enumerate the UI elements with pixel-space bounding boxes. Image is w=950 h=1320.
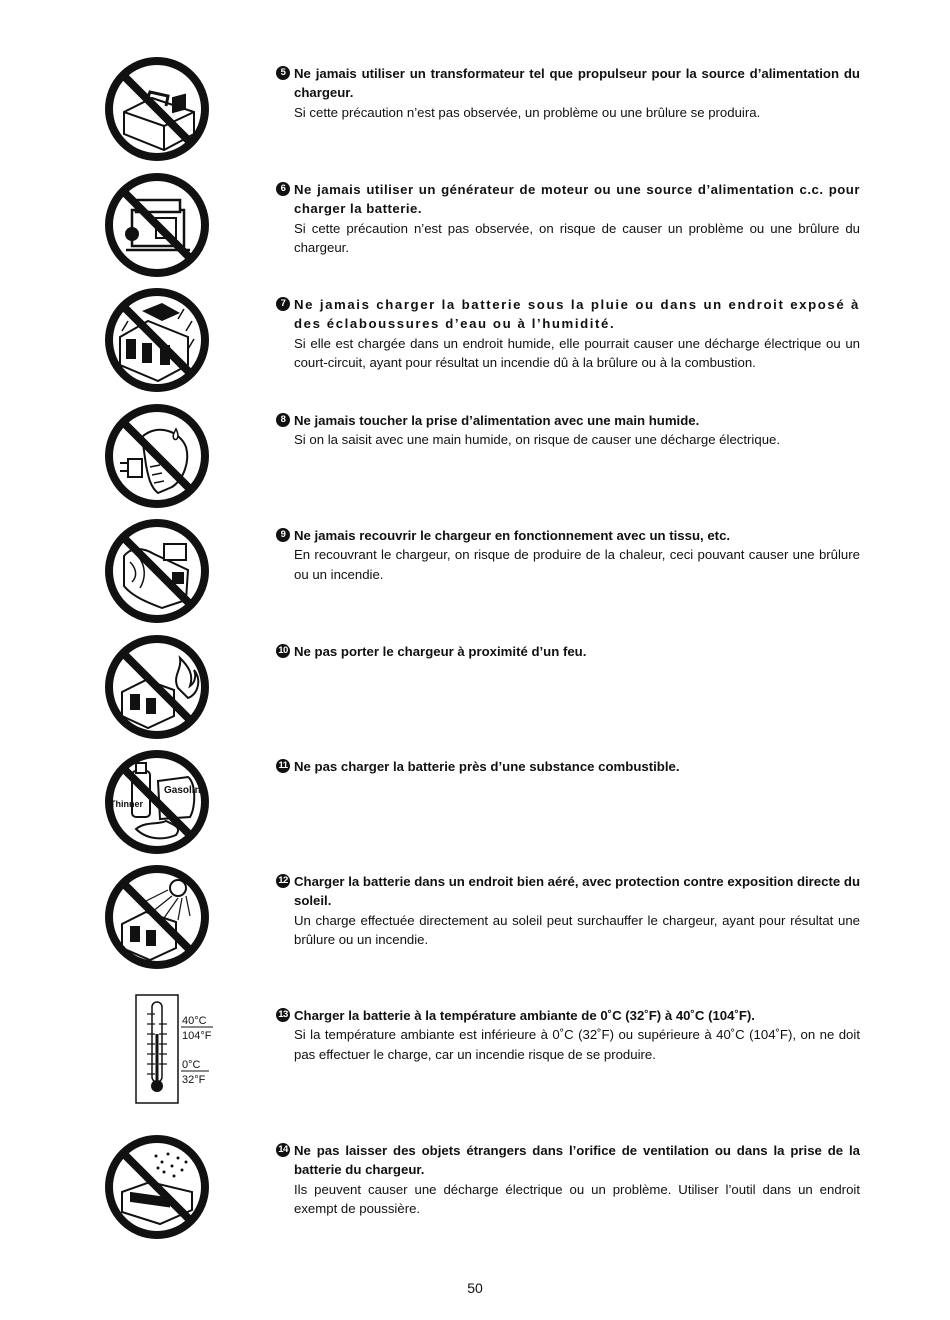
precaution-text xyxy=(276,64,860,122)
item-number-badge: 12 xyxy=(276,874,290,888)
no-combustible-icon xyxy=(102,747,212,857)
item-number-badge: 6 xyxy=(276,182,290,196)
precaution-title: Ne pas porter le chargeur à proximité d’un feu. xyxy=(294,644,587,659)
precaution-text xyxy=(276,180,860,258)
no-transformer-icon xyxy=(102,54,212,164)
no-cover-icon xyxy=(102,516,212,626)
thinner-label: Thinner xyxy=(110,799,143,809)
thermometer-icon xyxy=(135,994,225,1106)
precaution-body: Un charge effectuée directement au soleil peut surchauffer le chargeur, ayant pour résultat une brûlure ou un incendie. xyxy=(294,912,860,948)
precaution-text xyxy=(276,872,860,950)
precaution-body: Si cette précaution n’est pas observée, un problème ou une brûlure se produira. xyxy=(294,104,761,120)
precaution-title: Charger la batterie dans un endroit bien aéré, avec protection contre exposition directe du soleil. xyxy=(294,874,860,909)
item-number-badge: 13 xyxy=(276,1008,290,1022)
item-number-badge: 7 xyxy=(276,297,290,311)
low-fahrenheit-label: 32°F xyxy=(182,1074,206,1086)
precaution-text xyxy=(276,526,860,584)
precaution-text xyxy=(276,1006,860,1064)
precaution-title: Ne pas laisser des objets étrangers dans l’orifice de ventilation ou dans la prise de la batterie du chargeur. xyxy=(294,1143,860,1178)
item-number-badge: 5 xyxy=(276,66,290,80)
no-fire-icon xyxy=(102,632,212,742)
precaution-title: Ne jamais utiliser un générateur de moteur ou une source d’alimentation c.c. pour charger la batterie. xyxy=(294,182,860,217)
precaution-body: Si la température ambiante est inférieure à 0˚C (32˚F) ou supérieure à 40˚C (104˚F), on ne doit pas effectuer le charge, car un incendie risque de se produire. xyxy=(294,1027,860,1062)
no-sun-icon xyxy=(102,862,212,972)
item-number-badge: 10 xyxy=(276,644,290,658)
page-number: 50 xyxy=(467,1280,483,1296)
precaution-title: Ne jamais utiliser un transformateur tel que propulseur pour la source d’alimentation du chargeur. xyxy=(294,66,860,101)
no-dust-icon xyxy=(102,1132,212,1242)
precaution-title: Ne jamais charger la batterie sous la pluie ou dans un endroit exposé à des éclaboussures d’eau ou à l’humidité. xyxy=(294,297,860,332)
precaution-body: Si elle est chargée dans un endroit humide, elle pourrait causer une décharge électrique ou un court-circuit, ayant pour résultat un incendie dû à la brûlure ou à la combustion. xyxy=(294,335,860,371)
precaution-text xyxy=(276,295,860,373)
precaution-body: En recouvrant le chargeur, on risque de produire de la chaleur, ceci pouvant causer une brûlure ou un incendie. xyxy=(294,547,860,582)
item-number-badge: 11 xyxy=(276,759,290,773)
precaution-title: Ne jamais recouvrir le chargeur en fonctionnement avec un tissu, etc. xyxy=(294,528,731,543)
low-celsius-label: 0°C xyxy=(182,1059,201,1071)
no-generator-icon xyxy=(102,170,212,280)
precaution-body: Ils peuvent causer une décharge électrique ou un problème. Utiliser l’outil dans un endroit exempt de poussière. xyxy=(294,1181,860,1217)
precaution-body: Si on la saisit avec une main humide, on risque de causer une décharge électrique. xyxy=(294,432,781,448)
precaution-body: Si cette précaution n’est pas observée, on risque de causer un problème ou une brûlure du chargeur. xyxy=(294,220,860,256)
precaution-text xyxy=(276,1141,860,1219)
high-celsius-label: 40°C xyxy=(182,1015,207,1027)
precaution-text xyxy=(276,411,860,450)
item-number-badge: 9 xyxy=(276,528,290,542)
precaution-text xyxy=(276,642,860,661)
precaution-title: Ne jamais toucher la prise d’alimentation avec une main humide. xyxy=(294,413,700,428)
no-wet-hand-icon xyxy=(102,401,212,511)
no-rain-icon xyxy=(102,285,212,395)
gasoline-label: Gasoline xyxy=(164,785,207,796)
precaution-title: Charger la batterie à la température ambiante de 0˚C (32˚F) à 40˚C (104˚F). xyxy=(294,1008,755,1023)
item-number-badge: 8 xyxy=(276,413,290,427)
precaution-title: Ne pas charger la batterie près d’une substance combustible. xyxy=(294,759,680,774)
item-number-badge: 14 xyxy=(276,1143,290,1157)
precaution-text xyxy=(276,757,860,776)
high-fahrenheit-label: 104°F xyxy=(182,1030,212,1042)
